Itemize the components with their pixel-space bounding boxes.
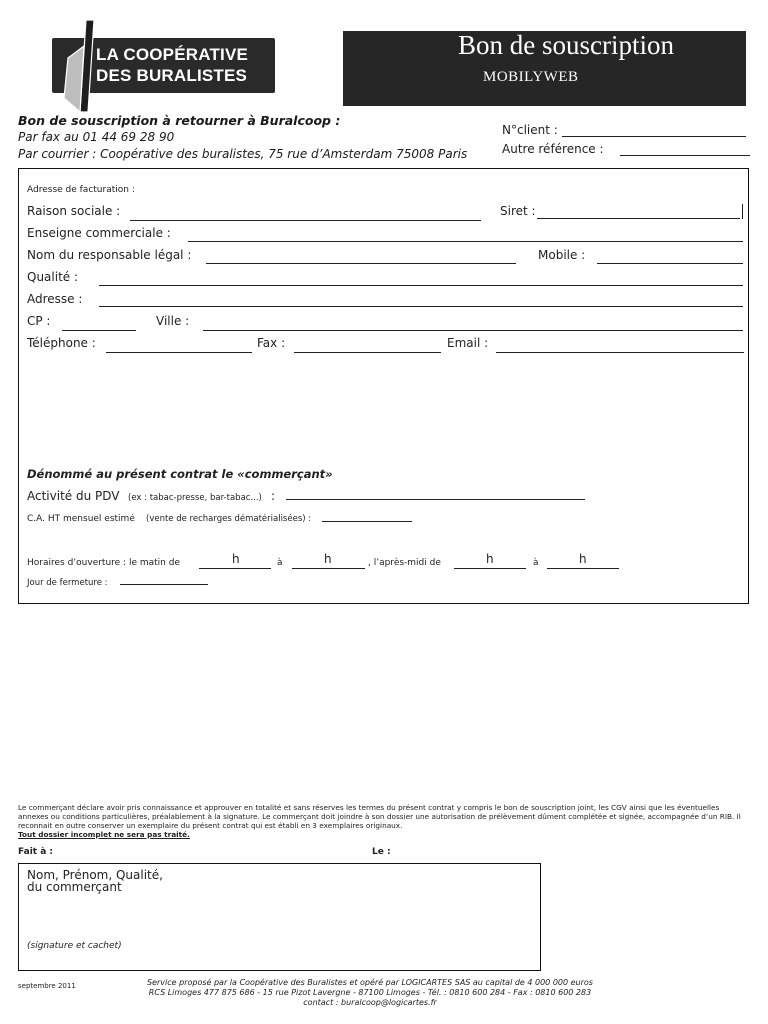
fax-label: Fax : [257, 336, 286, 350]
footer-contact: contact : buralcoop@logicartes.fr [303, 998, 437, 1007]
enseigne-field[interactable] [188, 241, 743, 242]
responsable-label: Nom du responsable légal : [27, 248, 192, 262]
mobile-field[interactable] [597, 263, 743, 264]
incomplete-warning: Tout dossier incomplet ne sera pas traité. [18, 830, 190, 839]
morning-open-field[interactable] [199, 568, 271, 569]
afternoon-close-field[interactable] [547, 568, 619, 569]
other-reference-label: Autre référence : [502, 142, 604, 156]
declaration-text: Le commerçant déclare avoir pris connaissance et approuver en totalité et sans réserves les termes du présent contrat y compris le bon de souscription joint, les CGV ainsi que les éventuelles annexes ou conditions particulières, préalablement à la signature. Le commerçant doit joindre à son dossier une autorisation de prélèvement dûment complétée et signée, accompagnée d’un RIB. Il reconnait en outre conserver un exemplaire du présent contrat qui est établi en 3 exemplaires originaux. [18, 803, 741, 830]
email-label: Email : [447, 336, 489, 350]
client-number-label: N°client : [502, 123, 558, 137]
ca-hint: (vente de recharges dématérialisées) : [146, 514, 312, 524]
siret-field[interactable] [537, 218, 740, 219]
return-by-mail: Par courrier : Coopérative des buralistes, 75 rue d’Amsterdam 75008 Paris [18, 147, 468, 161]
responsable-field[interactable] [206, 263, 516, 264]
date-label: Le : [372, 847, 391, 857]
siret-label: Siret : [500, 204, 536, 218]
siret-field-end-mark [742, 204, 743, 219]
qualite-label: Qualité : [27, 270, 79, 284]
enseigne-label: Enseigne commerciale : [27, 226, 171, 240]
activite-label: Activité du PDV [27, 489, 120, 503]
raison-sociale-field[interactable] [130, 220, 481, 221]
hour-unit-4: h [579, 552, 587, 566]
activite-field[interactable] [286, 499, 585, 500]
morning-to-label: à [277, 558, 283, 568]
return-instructions-title: Bon de souscription à retourner à Buralcoop : [18, 113, 341, 128]
cp-label: CP : [27, 314, 51, 328]
telephone-label: Téléphone : [27, 336, 96, 350]
billing-section-title: Adresse de facturation : [27, 185, 135, 195]
closing-day-label: Jour de fermeture : [27, 578, 108, 588]
logo-text-line2: DES BURALISTES [96, 66, 248, 85]
ca-field[interactable] [322, 521, 412, 522]
fait-a-label: Fait à : [18, 847, 54, 857]
afternoon-label: , l’après-midi de [368, 558, 441, 568]
ville-field[interactable] [203, 330, 743, 331]
ville-label: Ville : [156, 314, 190, 328]
ca-label: C.A. HT mensuel estimé [27, 514, 135, 524]
hour-unit-1: h [232, 552, 240, 566]
page-title: Bon de souscription [458, 30, 674, 60]
telephone-field[interactable] [106, 352, 252, 353]
activite-hint: (ex : tabac-presse, bar-tabac...) [128, 493, 262, 503]
logo-mark-icon [58, 18, 98, 114]
horaires-label: Horaires d’ouverture : le matin de [27, 558, 180, 568]
return-by-fax: Par fax au 01 44 69 28 90 [18, 130, 175, 144]
adresse-field[interactable] [99, 306, 743, 307]
signature-hint: (signature et cachet) [27, 941, 122, 951]
logo-text-line1: LA COOPÉRATIVE [96, 45, 249, 64]
fax-field[interactable] [294, 352, 441, 353]
morning-close-field[interactable] [292, 568, 365, 569]
afternoon-to-label: à [533, 558, 539, 568]
cp-field[interactable] [62, 330, 136, 331]
footer-line1: Service proposé par la Coopérative des Buralistes et opéré par LOGICARTES SAS au capital de 4 000 000 euros [147, 978, 593, 987]
hour-unit-3: h [486, 552, 494, 566]
merchant-section-title: Dénommé au présent contrat le «commerçant» [27, 467, 333, 481]
qualite-field[interactable] [99, 285, 743, 286]
hour-unit-2: h [324, 552, 332, 566]
adresse-label: Adresse : [27, 292, 83, 306]
email-field[interactable] [496, 352, 744, 353]
footer-line2: RCS Limoges 477 875 686 - 15 rue Pizot Lavergne - 87100 Limoges - Tél. : 0810 600 284 - Fax : 0810 600 283 [148, 988, 592, 997]
signature-box-line1: Nom, Prénom, Qualité, [27, 868, 163, 882]
afternoon-open-field[interactable] [454, 568, 526, 569]
activite-colon: : [271, 489, 276, 503]
page-subtitle: MOBILYWEB [483, 69, 579, 85]
raison-sociale-label: Raison sociale : [27, 204, 121, 218]
other-reference-field[interactable] [620, 155, 750, 156]
document-date: septembre 2011 [18, 982, 76, 990]
closing-day-field[interactable] [120, 584, 208, 585]
signature-box-line2: du commerçant [27, 880, 122, 894]
client-number-field[interactable] [562, 136, 746, 137]
mobile-label: Mobile : [538, 248, 586, 262]
